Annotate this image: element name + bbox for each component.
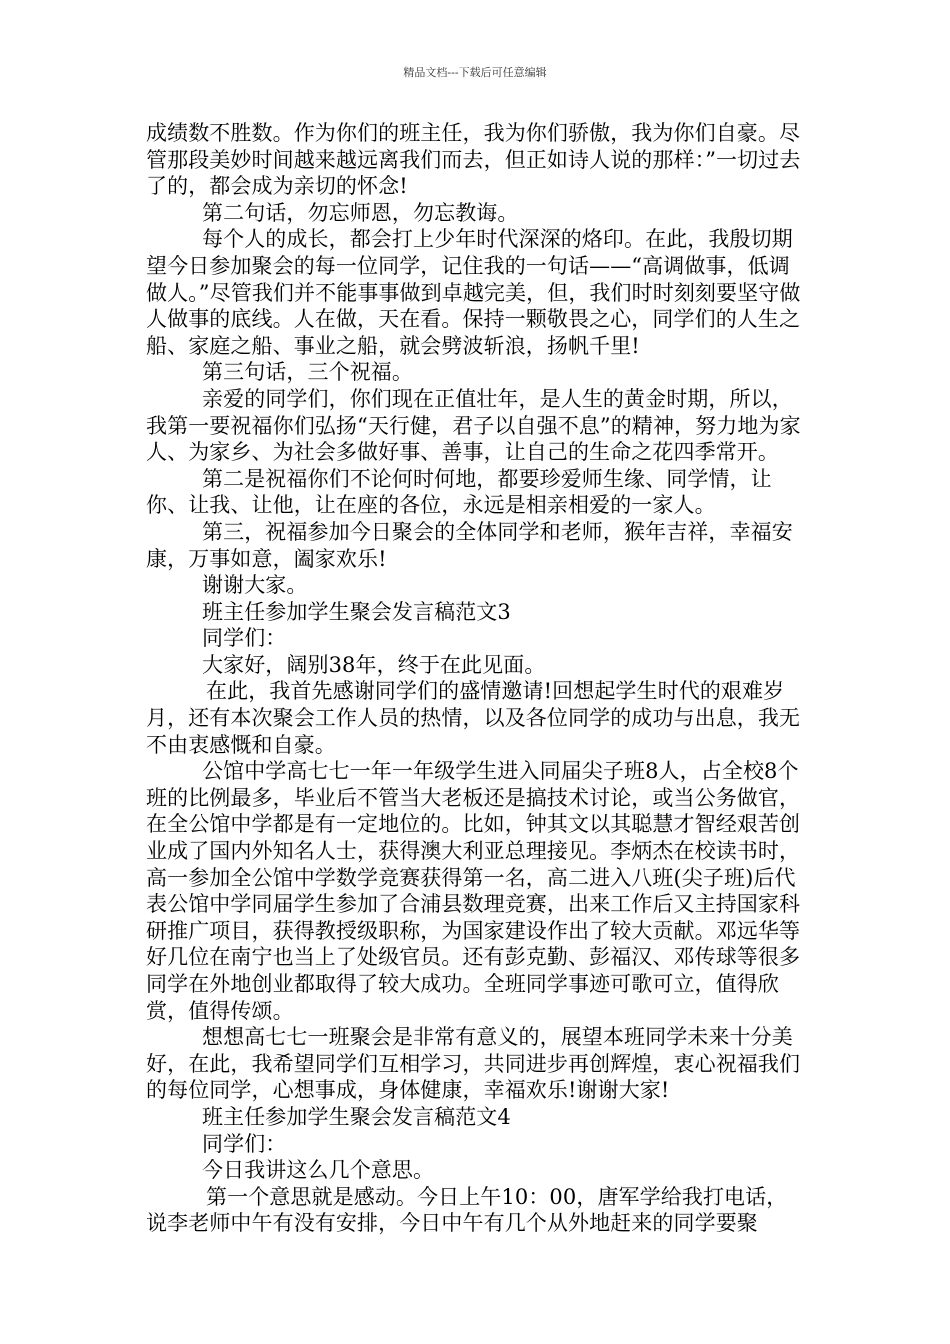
paragraph: 第三，祝福参加今日聚会的全体同学和老师，猴年吉祥，幸福安康，万事如意，阖家欢乐! [146,519,793,571]
paragraph: 成绩数不胜数。作为你们的班主任，我为你们骄傲，我为你们自豪。尽管那段美妙时间越来越远离我们而去，但正如诗人说的那样：”一切过去了的，都会成为亲切的怀念! [146,121,801,199]
paragraph: 第二句话，勿忘师恩，勿忘教诲。 [202,200,519,225]
paragraph: 第一个意思就是感动。今日上午10：00，唐军学给我打电话，说李老师中午有没有安排，今日中午有几个从外地赶来的同学要聚 [146,1184,788,1236]
salutation: 同学们： [202,1131,287,1156]
paragraph: 大家好，阔别38年，终于在此见面。 [202,652,546,677]
paragraph: 谢谢大家。 [202,573,308,598]
paragraph: 亲爱的同学们，你们现在正值壮年，是人生的黄金时期，所以，我第一要祝福你们弘扬“天行健，君子以自强不息”的精神，努力地为家人、为家乡、为社会多做好事、善事，让自己的生命之花四季常开。 [146,386,801,465]
paragraph: 今日我讲这么几个意思。 [202,1158,435,1183]
section-heading: 班主任参加学生聚会发言稿范文3 [202,599,511,624]
paragraph: 第二是祝福你们不论何时何地，都要珍爱师生缘、同学情，让你、让我、让他，让在座的各位，永远是相亲相爱的一家人。 [146,466,772,518]
paragraph: 想想高七七一班聚会是非常有意义的，展望本班同学未来十分美好，在此，我希望同学们互相学习，共同进步再创辉煌，衷心祝福我们的每位同学，心想事成，身体健康，幸福欢乐!谢谢大家! [146,1025,801,1103]
paragraph: 每个人的成长，都会打上少年时代深深的烙印。在此，我殷切期望今日参加聚会的每一位同学，记住我的一句话——“高调做事，低调做人。”尽管我们并不能事事做到卓越完美，但，我们时时刻刻要坚守做人做事的底线。人在做，天在看。保持一颗敬畏之心，同学们的人生之船、家庭之船、事业之船，就会劈波斩浪，扬帆千里! [146,227,801,358]
section-heading: 班主任参加学生聚会发言稿范文4 [202,1104,511,1129]
document-body [146,120,806,1237]
paragraph: 第三句话，三个祝福。 [202,360,413,385]
page-header: 精品文档---下载后可任意编辑 [403,66,547,79]
paragraph: 在此，我首先感谢同学们的盛情邀请!回想起学生时代的艰难岁月，还有本次聚会工作人员的热情，以及各位同学的成功与出息，我无不由衷感慨和自豪。 [146,679,801,757]
paragraph: 公馆中学高七七一年一年级学生进入同届尖子班8人，占全校8个班的比例最多，毕业后不管当大老板还是搞技术讨论，或当公务做官，在全公馆中学都是有一定地位的。比如，钟其文以其聪慧才智经艰苦创业成了国内外知名人士，获得澳大利亚总理接见。李炳杰在校读书时，高一参加全公馆中学数学竞赛获得第一名，高二进入八班(尖子班)后代表公馆中学同届学生参加了合浦县数理竞赛，出来工作后又主持国家科研推广项目，获得教授级职称，为国家建设作出了较大贡献。邓远华等好几位在南宁也当上了处级官员。还有彭克勤、彭福汉、邓传球等很多同学在外地创业都取得了较大成功。全班同学事迹可歌可立，值得欣赏，值得传颂。 [146,759,801,1023]
salutation: 同学们： [202,626,287,651]
